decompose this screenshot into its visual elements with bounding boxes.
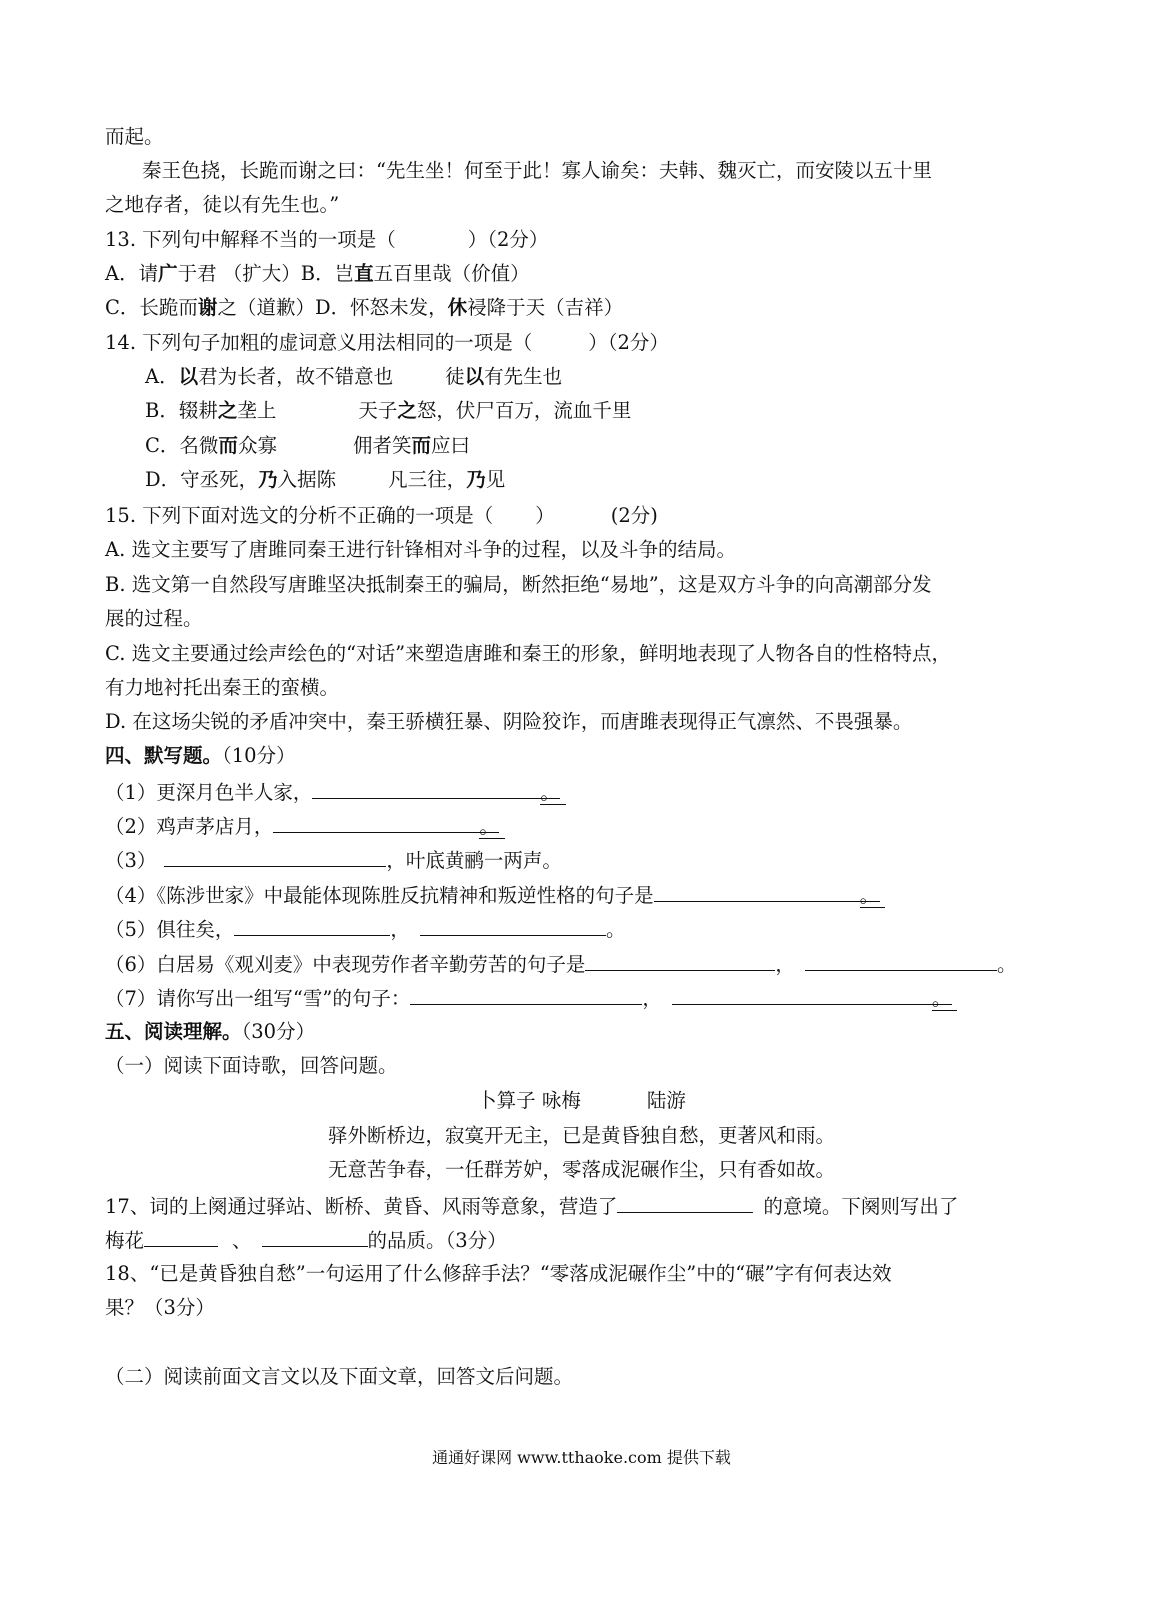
question-18: 18、“已是黄昏独自愁”一句运用了什么修辞手法？“零落成泥碾作尘”中的“碾”字有何表达效 [105, 1262, 892, 1285]
option-text: 于君 （扩大）B．岂 [177, 262, 355, 285]
question-17-cont [105, 1226, 507, 1254]
option-text: 凡三往， [388, 468, 467, 491]
option-text: 怒，伏尸百万，流血千里 [416, 399, 632, 422]
answer-blank[interactable] [262, 1226, 368, 1247]
item-text: （5）俱往矣， [105, 918, 235, 941]
option-text: 五百里哉（价值） [373, 262, 530, 285]
dictation-item-5 [105, 915, 625, 943]
stem-text: ）（2分） [467, 228, 549, 251]
option-b [145, 398, 631, 424]
option-text: 众寡 [237, 434, 277, 457]
bold-word: 休 [447, 296, 468, 319]
poem-author: 陆游 [646, 1089, 686, 1112]
bold-word: 之 [397, 399, 417, 422]
question-stem [105, 227, 548, 253]
item-text: 。 [605, 918, 626, 941]
bold-word: 乃 [258, 468, 278, 491]
option-text: 有先生也 [484, 365, 563, 388]
option-d: D. 在这场尖锐的矛盾冲突中，秦王骄横狂暴、阴险狡诈，而唐雎表现得正气凛然、不畏强暴。 [105, 710, 913, 733]
question-stem [105, 330, 669, 356]
passage-line: 秦王色挠，长跪而谢之曰：“先生坐！何至于此！寡人谕矣：夫韩、魏灭亡，而安陵以五十里 [142, 159, 932, 182]
bold-word: 广 [158, 262, 178, 285]
option-c-cont: 有力地衬托出秦王的蛮横。 [105, 676, 340, 699]
item-text: （4）《陈涉世家》中最能体现陈胜反抗精神和叛逆性格的句子是 [105, 884, 654, 907]
item-text: 。 [540, 781, 566, 805]
option-b-cont: 展的过程。 [105, 607, 203, 630]
answer-blank[interactable] [617, 1192, 753, 1213]
item-text: 。 [996, 953, 1017, 976]
answer-blank[interactable] [234, 915, 390, 936]
question-text: 梅花 [105, 1229, 145, 1252]
stem-text: ） [535, 504, 555, 527]
answer-blank[interactable] [585, 950, 775, 971]
dictation-item-3 [105, 846, 562, 874]
section-title [105, 1019, 315, 1045]
option-d [145, 467, 505, 493]
item-text: （2）鸡声茅店月， [105, 815, 274, 838]
answer-blank[interactable] [420, 915, 606, 936]
stem-text: (2分) [610, 504, 658, 527]
option-text: 应曰 [430, 434, 470, 457]
poem-title: 卜算子 咏梅 [477, 1089, 581, 1112]
item-text: （3） [105, 849, 157, 872]
item-text: （1）更深月色半人家， [105, 781, 313, 804]
option-text: C．名微 [145, 434, 219, 457]
section-score: （10分） [222, 744, 296, 767]
bold-word: 直 [354, 262, 374, 285]
bold-word: 之 [217, 399, 238, 422]
option-c [145, 433, 470, 459]
option-a: A. 选文主要写了唐雎同秦王进行针锋相对斗争的过程，以及斗争的结局。 [105, 538, 736, 561]
item-text: ， [390, 918, 410, 941]
dictation-item-1 [105, 778, 566, 806]
bold-word: 而 [411, 434, 431, 457]
question-17 [105, 1192, 958, 1220]
poem-title-line [0, 1088, 1163, 1114]
bold-word: 乃 [466, 468, 486, 491]
item-text: ， [642, 987, 662, 1010]
stem-text: 14. 下列句子加粗的虚词意义用法相同的一项是（ [105, 331, 533, 354]
poem-line: 驿外断桥边，寂寞开无主，已是黄昏独自愁，更著风和雨。 [327, 1124, 835, 1147]
option-text: 君为长者，故不错意也 [198, 365, 394, 388]
bold-word: 以 [178, 365, 199, 388]
option-text: 天子 [358, 399, 398, 422]
section-title [105, 743, 296, 769]
bold-word: 而 [218, 434, 238, 457]
item-text: ， [775, 953, 795, 976]
dictation-item-2 [105, 812, 505, 840]
item-text: ，叶底黄鹂一两声。 [386, 849, 562, 872]
item-text: 。 [932, 987, 958, 1011]
dictation-item-7 [105, 984, 957, 1012]
section-heading: 四、默写题。 [105, 744, 223, 767]
passage-line: 之地存者，徒以有先生也。” [105, 193, 340, 216]
option-text: 见 [485, 468, 506, 491]
option-text: 徒 [445, 365, 465, 388]
question-18-cont: 果？（3分） [105, 1296, 215, 1319]
answer-blank[interactable] [805, 950, 997, 971]
question-text: 、 [232, 1229, 252, 1252]
option-text: 入据陈 [277, 468, 337, 491]
question-text: 的意境。下阕则写出了 [763, 1195, 959, 1218]
poem-line: 无意苦争春，一任群芳妒，零落成泥碾作尘，只有香如故。 [327, 1158, 835, 1181]
item-text: （6）白居易《观刈麦》中表现劳作者辛勤劳苦的句子是 [105, 953, 586, 976]
answer-blank[interactable] [410, 984, 642, 1005]
section-score: （30分） [241, 1020, 316, 1043]
stem-text: 15. 下列下面对选文的分析不正确的一项是（ [105, 504, 494, 527]
part-two-heading: （二）阅读前面文言文以及下面文章，回答文后问题。 [105, 1365, 574, 1388]
bold-word: 谢 [197, 296, 218, 319]
answer-blank[interactable] [672, 984, 952, 1005]
part-one-heading: （一）阅读下面诗歌，回答问题。 [105, 1054, 398, 1077]
option-text: A．请 [105, 262, 159, 285]
question-text: 的品质。（3分） [367, 1229, 507, 1252]
question-stem [105, 503, 658, 529]
option-text: 佣者笑 [352, 434, 412, 457]
stem-text: 13. 下列句中解释不当的一项是（ [105, 228, 396, 251]
item-text: 。 [479, 815, 505, 839]
bold-word: 以 [464, 365, 485, 388]
answer-blank[interactable] [144, 1226, 218, 1247]
question-text: 17、词的上阕通过驿站、断桥、黄昏、风雨等意象，营造了 [105, 1195, 618, 1218]
item-text: （7）请你写出一组写“雪”的句子： [105, 987, 411, 1010]
option-text: B．辍耕 [145, 399, 218, 422]
option-row-ab [105, 261, 530, 287]
option-b: B. 选文第一自然段写唐雎坚决抵制秦王的骗局，断然拒绝“易地”，这是双方斗争的向高潮部分发 [105, 573, 932, 596]
passage-line: 而起。 [105, 125, 164, 148]
section-heading: 五、阅读理解。 [105, 1020, 242, 1043]
page-footer: 通通好课网 www.tthaoke.com 提供下载 [432, 1448, 731, 1467]
option-text: D．守丞死， [145, 468, 259, 491]
dictation-item-6 [105, 950, 1016, 978]
answer-blank[interactable] [164, 846, 386, 867]
stem-text: ）（2分） [588, 331, 669, 354]
option-text: A． [145, 365, 179, 388]
option-a [145, 364, 562, 390]
option-text: C．长跪而 [105, 296, 198, 319]
item-text: 。 [860, 884, 886, 908]
option-c: C. 选文主要通过绘声绘色的“对话”来塑造唐雎和秦王的形象，鲜明地表现了人物各自的性格特点， [105, 642, 952, 665]
option-row-cd [105, 295, 623, 321]
option-text: 垄上 [237, 399, 277, 422]
answer-blank[interactable] [273, 812, 499, 833]
answer-blank[interactable] [654, 881, 880, 902]
dictation-item-4 [105, 881, 885, 909]
option-text: 祲降于天（吉祥） [467, 296, 624, 319]
answer-blank[interactable] [312, 778, 560, 799]
option-text: 之（道歉）D．怀怒未发， [217, 296, 448, 319]
